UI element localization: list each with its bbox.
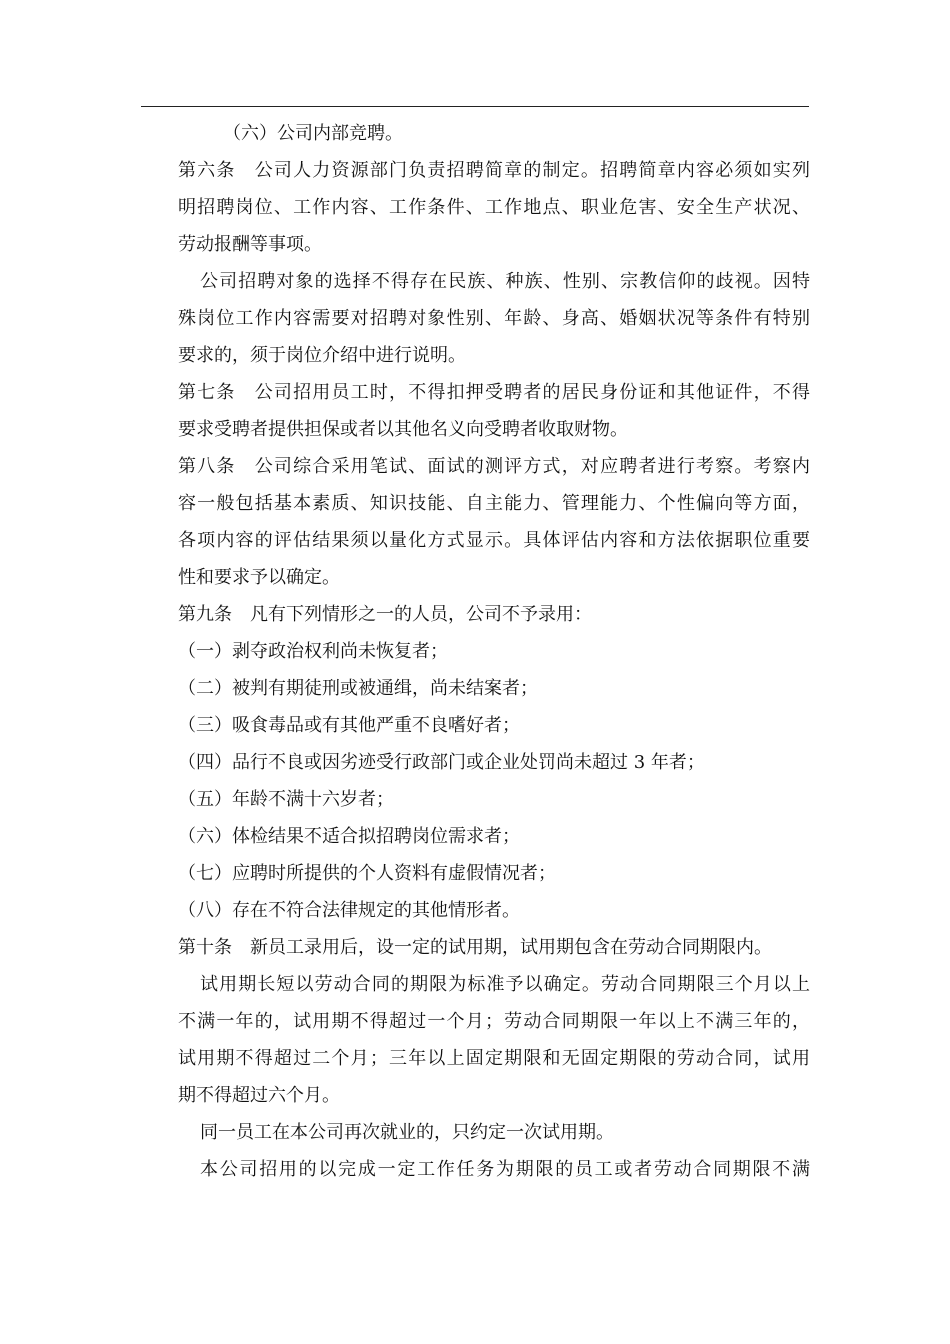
text-line: （六）体检结果不适合拟招聘岗位需求者； — [178, 826, 520, 847]
text-line: 各项内容的评估结果须以量化方式显示。具体评估内容和方法依据职位重要 — [178, 530, 810, 551]
text-line: （七）应聘时所提供的个人资料有虚假情况者； — [178, 863, 556, 884]
text-line: 第八条 公司综合采用笔试、面试的测评方式，对应聘者进行考察。考察内 — [178, 456, 810, 477]
text-line: 本公司招用的以完成一定工作任务为期限的员工或者劳动合同期限不满 — [200, 1159, 810, 1180]
text-line: 第十条 新员工录用后，设一定的试用期，试用期包含在劳动合同期限内。 — [178, 937, 772, 958]
text-line: （二）被判有期徒刑或被通缉，尚未结案者； — [178, 678, 538, 699]
text-line: 劳动报酬等事项。 — [178, 234, 322, 255]
text-line: 容一般包括基本素质、知识技能、自主能力、管理能力、个性偏向等方面， — [178, 493, 810, 514]
text-line: （三）吸食毒品或有其他严重不良嗜好者； — [178, 715, 520, 736]
text-line: 试用期长短以劳动合同的期限为标准予以确定。劳动合同期限三个月以上 — [200, 974, 810, 995]
text-line: 要求受聘者提供担保或者以其他名义向受聘者收取财物。 — [178, 419, 628, 440]
text-line: 同一员工在本公司再次就业的，只约定一次试用期。 — [200, 1122, 614, 1143]
text-line: 公司招聘对象的选择不得存在民族、种族、性别、宗教信仰的歧视。因特 — [200, 271, 810, 292]
text-line: 期不得超过六个月。 — [178, 1085, 340, 1106]
header-rule — [141, 106, 809, 107]
text-line: 性和要求予以确定。 — [178, 567, 340, 588]
document-body — [178, 115, 810, 1188]
text-line: 殊岗位工作内容需要对招聘对象性别、年龄、身高、婚姻状况等条件有特别 — [178, 308, 810, 329]
text-line: 第九条 凡有下列情形之一的人员，公司不予录用： — [178, 604, 592, 625]
text-line: （四）品行不良或因劣迹受行政部门或企业处罚尚未超过 3 年者； — [178, 752, 705, 773]
text-line: （一）剥夺政治权利尚未恢复者； — [178, 641, 448, 662]
text-line: 试用期不得超过二个月；三年以上固定期限和无固定期限的劳动合同，试用 — [178, 1048, 810, 1069]
text-line: 不满一年的，试用期不得超过一个月；劳动合同期限一年以上不满三年的， — [178, 1011, 810, 1032]
text-line: 第六条 公司人力资源部门负责招聘简章的制定。招聘简章内容必须如实列 — [178, 160, 810, 181]
text-line: 要求的，须于岗位介绍中进行说明。 — [178, 345, 466, 366]
text-line: （六）公司内部竞聘。 — [223, 123, 403, 144]
text-line: 明招聘岗位、工作内容、工作条件、工作地点、职业危害、安全生产状况、 — [178, 197, 810, 218]
text-line: （五）年龄不满十六岁者； — [178, 789, 394, 810]
text-line: （八）存在不符合法律规定的其他情形者。 — [178, 900, 520, 921]
text-line: 第七条 公司招用员工时，不得扣押受聘者的居民身份证和其他证件，不得 — [178, 382, 810, 403]
